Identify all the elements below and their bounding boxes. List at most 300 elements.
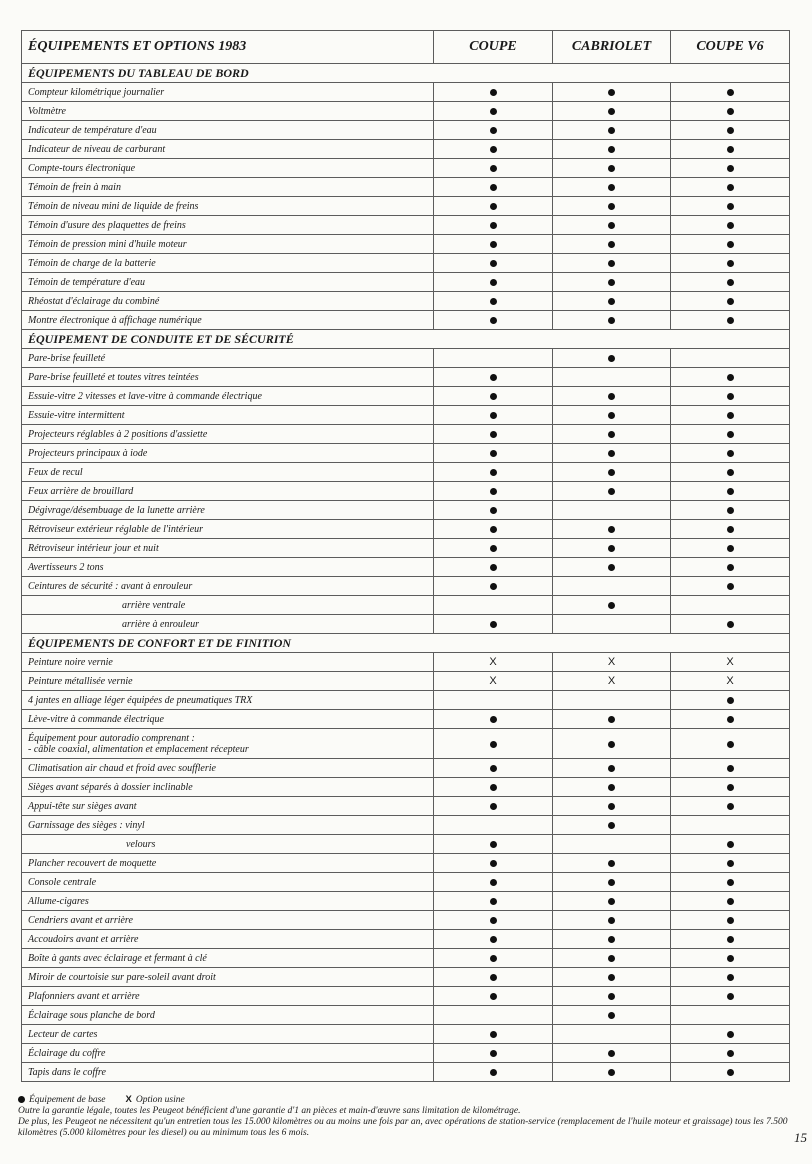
cell-cabriolet [553, 83, 671, 102]
row-label: Compteur kilométrique journalier [22, 83, 434, 102]
row-label: Témoin de charge de la batterie [22, 254, 434, 273]
cell-cabriolet [553, 425, 671, 444]
base-equipment-dot-icon [608, 741, 615, 748]
base-equipment-dot-icon [608, 431, 615, 438]
cell-coupe-v6 [671, 102, 790, 121]
base-equipment-dot-icon [727, 1069, 734, 1076]
cell-coupe-v6 [671, 254, 790, 273]
base-equipment-dot-icon [608, 393, 615, 400]
base-equipment-dot-icon [490, 146, 497, 153]
base-equipment-dot-icon [727, 222, 734, 229]
cell-coupe [434, 254, 553, 273]
cell-coupe [434, 596, 553, 615]
option-x-icon: X [489, 675, 497, 687]
row-label: Essuie-vitre intermittent [22, 406, 434, 425]
table-row [22, 987, 790, 1006]
base-equipment-dot-icon [727, 879, 734, 886]
row-label: Indicateur de niveau de carburant [22, 140, 434, 159]
base-equipment-dot-icon [608, 1050, 615, 1057]
table-row [22, 596, 790, 615]
table-row [22, 197, 790, 216]
row-label: Voltmètre [22, 102, 434, 121]
table-header-row [22, 31, 790, 64]
cell-coupe [434, 1025, 553, 1044]
row-label: Avertisseurs 2 tons [22, 558, 434, 577]
base-equipment-dot-icon [727, 716, 734, 723]
row-label: Allume-cigares [22, 892, 434, 911]
base-equipment-dot-icon [727, 841, 734, 848]
cell-cabriolet [553, 520, 671, 539]
base-equipment-dot-icon [608, 146, 615, 153]
cell-coupe [434, 816, 553, 835]
equipment-table [21, 30, 790, 1082]
base-equipment-dot-icon [608, 222, 615, 229]
base-equipment-dot-icon [608, 488, 615, 495]
table-row [22, 501, 790, 520]
base-equipment-dot-icon [490, 431, 497, 438]
cell-cabriolet [553, 539, 671, 558]
base-equipment-dot-icon [608, 716, 615, 723]
base-equipment-dot-icon [608, 860, 615, 867]
cell-cabriolet [553, 1006, 671, 1025]
table-row [22, 778, 790, 797]
cell-cabriolet [553, 930, 671, 949]
base-equipment-dot-icon [608, 564, 615, 571]
base-equipment-dot-icon [490, 621, 497, 628]
column-header-coupe: COUPE [434, 31, 553, 64]
cell-coupe-v6 [671, 235, 790, 254]
base-equipment-dot-icon [727, 127, 734, 134]
row-label: velours [22, 835, 434, 854]
cell-coupe-v6 [671, 759, 790, 778]
table-row [22, 672, 790, 691]
cell-cabriolet [553, 292, 671, 311]
base-equipment-dot-icon [608, 260, 615, 267]
base-equipment-dot-icon [727, 526, 734, 533]
base-equipment-dot-icon [490, 108, 497, 115]
base-equipment-dot-icon [490, 860, 497, 867]
cell-cabriolet [553, 235, 671, 254]
row-label: Peinture métallisée vernie [22, 672, 434, 691]
base-equipment-dot-icon [608, 879, 615, 886]
cell-cabriolet [553, 482, 671, 501]
cell-cabriolet [553, 759, 671, 778]
cell-coupe [434, 425, 553, 444]
cell-coupe-v6 [671, 539, 790, 558]
option-x-icon: X [607, 675, 616, 687]
base-equipment-dot-icon [608, 412, 615, 419]
cell-coupe [434, 121, 553, 140]
cell-cabriolet [553, 835, 671, 854]
table-row [22, 368, 790, 387]
cell-coupe [434, 653, 553, 672]
base-equipment-dot-icon [608, 279, 615, 286]
cell-coupe-v6 [671, 368, 790, 387]
cell-cabriolet [553, 254, 671, 273]
table-row [22, 159, 790, 178]
table-row [22, 387, 790, 406]
row-label: arrière à enrouleur [22, 615, 434, 634]
base-equipment-dot-icon [727, 279, 734, 286]
cell-coupe-v6 [671, 387, 790, 406]
table-row [22, 577, 790, 596]
base-equipment-dot-icon [727, 241, 734, 248]
cell-cabriolet [553, 159, 671, 178]
table-row [22, 273, 790, 292]
table-row [22, 1044, 790, 1063]
cell-coupe-v6 [671, 197, 790, 216]
table-row [22, 797, 790, 816]
cell-coupe [434, 159, 553, 178]
cell-coupe-v6 [671, 558, 790, 577]
base-equipment-dot-icon [608, 803, 615, 810]
base-equipment-dot-icon [490, 526, 497, 533]
legend [18, 1094, 798, 1106]
table-row [22, 691, 790, 710]
maintenance-note: De plus, les Peugeot ne nécessitent qu'un entretien tous les 15.000 kilomètres ou au moins une fois par an, avec opérations de station-service (remplacement de l'huile moteur et graissage) tous les 7.500 kilomètres (5.000 kilomètres pour les diesel) ou au minimum tous les 6 mois. [18, 1117, 788, 1138]
row-label: arrière ventrale [22, 596, 434, 615]
cell-coupe-v6 [671, 691, 790, 710]
cell-cabriolet [553, 273, 671, 292]
base-equipment-dot-icon [727, 898, 734, 905]
base-equipment-dot-icon [490, 374, 497, 381]
table-row [22, 835, 790, 854]
cell-coupe [434, 615, 553, 634]
legend-base-label: Équipement de base [29, 1095, 106, 1105]
table-row [22, 1025, 790, 1044]
base-equipment-dot-icon [727, 165, 734, 172]
table-row [22, 178, 790, 197]
cell-coupe [434, 949, 553, 968]
table-row [22, 349, 790, 368]
row-label: Équipement pour autoradio comprenant : - câble coaxial, alimentation et emplacement récepteur [22, 729, 434, 759]
table-row [22, 729, 790, 759]
cell-coupe-v6 [671, 778, 790, 797]
base-equipment-dot-icon [608, 127, 615, 134]
cell-cabriolet [553, 854, 671, 873]
row-label: Boîte à gants avec éclairage et fermant à clé [22, 949, 434, 968]
cell-coupe [434, 759, 553, 778]
option-x-icon: X [489, 656, 497, 668]
cell-cabriolet [553, 968, 671, 987]
section-header-row [22, 64, 790, 83]
row-label: Lecteur de cartes [22, 1025, 434, 1044]
cell-coupe-v6 [671, 672, 790, 691]
base-equipment-dot-icon [490, 260, 497, 267]
table-row [22, 539, 790, 558]
cell-coupe-v6 [671, 1006, 790, 1025]
row-label: Pare-brise feuilleté et toutes vitres teintées [22, 368, 434, 387]
base-equipment-dot-icon [490, 974, 497, 981]
row-label: Accoudoirs avant et arrière [22, 930, 434, 949]
column-header-cabriolet: CABRIOLET [553, 31, 671, 64]
table-row [22, 1063, 790, 1082]
table-row [22, 425, 790, 444]
cell-cabriolet [553, 577, 671, 596]
cell-cabriolet [553, 444, 671, 463]
cell-coupe-v6 [671, 501, 790, 520]
row-label: Rhéostat d'éclairage du combiné [22, 292, 434, 311]
base-equipment-dot-icon [608, 784, 615, 791]
base-equipment-dot-icon [727, 146, 734, 153]
base-equipment-dot-icon [727, 431, 734, 438]
cell-coupe-v6 [671, 596, 790, 615]
cell-coupe [434, 987, 553, 1006]
cell-coupe [434, 463, 553, 482]
cell-cabriolet [553, 463, 671, 482]
row-label: Essuie-vitre 2 vitesses et lave-vitre à commande électrique [22, 387, 434, 406]
cell-cabriolet [553, 892, 671, 911]
cell-coupe-v6 [671, 1025, 790, 1044]
base-equipment-dot-icon [727, 507, 734, 514]
cell-coupe [434, 729, 553, 759]
cell-coupe-v6 [671, 140, 790, 159]
legend-option-label: Option usine [135, 1095, 185, 1105]
row-label: Témoin de frein à main [22, 178, 434, 197]
base-equipment-dot-icon [490, 488, 497, 495]
cell-cabriolet [553, 102, 671, 121]
table-title: ÉQUIPEMENTS ET OPTIONS 1983 [22, 31, 434, 64]
cell-cabriolet [553, 349, 671, 368]
base-equipment-dot-icon [490, 583, 497, 590]
cell-cabriolet [553, 710, 671, 729]
table-row [22, 216, 790, 235]
table-row [22, 292, 790, 311]
base-equipment-dot-icon [490, 1050, 497, 1057]
section-header-row [22, 634, 790, 653]
cell-coupe-v6 [671, 444, 790, 463]
table-row [22, 1006, 790, 1025]
cell-coupe [434, 368, 553, 387]
table-row [22, 710, 790, 729]
base-equipment-dot-icon [490, 784, 497, 791]
option-x-icon: X [607, 656, 616, 668]
base-equipment-dot-icon [727, 784, 734, 791]
base-equipment-dot-icon [490, 741, 497, 748]
cell-coupe-v6 [671, 349, 790, 368]
cell-coupe-v6 [671, 816, 790, 835]
table-row [22, 102, 790, 121]
cell-coupe [434, 911, 553, 930]
cell-coupe-v6 [671, 292, 790, 311]
cell-coupe-v6 [671, 835, 790, 854]
cell-coupe-v6 [671, 463, 790, 482]
row-label: Plafonniers avant et arrière [22, 987, 434, 1006]
cell-coupe-v6 [671, 653, 790, 672]
cell-coupe [434, 292, 553, 311]
table-row [22, 949, 790, 968]
base-equipment-dot-icon [608, 1069, 615, 1076]
table-row [22, 653, 790, 672]
base-equipment-dot-icon [608, 317, 615, 324]
cell-coupe [434, 710, 553, 729]
base-equipment-dot-icon [608, 1012, 615, 1019]
cell-cabriolet [553, 1044, 671, 1063]
base-equipment-dot-icon [608, 469, 615, 476]
base-equipment-dot-icon [490, 841, 497, 848]
cell-cabriolet [553, 197, 671, 216]
row-label: Tapis dans le coffre [22, 1063, 434, 1082]
base-equipment-dot-icon [490, 1031, 497, 1038]
cell-coupe-v6 [671, 1044, 790, 1063]
base-equipment-dot-icon [608, 765, 615, 772]
base-equipment-dot-icon [490, 765, 497, 772]
cell-coupe [434, 854, 553, 873]
row-label: Éclairage sous planche de bord [22, 1006, 434, 1025]
base-equipment-dot-icon [727, 583, 734, 590]
row-label: Projecteurs principaux à iode [22, 444, 434, 463]
table-row [22, 816, 790, 835]
base-equipment-dot-icon [727, 317, 734, 324]
table-row [22, 140, 790, 159]
base-equipment-dot-icon [490, 279, 497, 286]
option-x-icon: X [726, 656, 734, 668]
section-title: ÉQUIPEMENTS DE CONFORT ET DE FINITION [22, 634, 790, 653]
base-equipment-dot-icon [490, 241, 497, 248]
cell-coupe-v6 [671, 83, 790, 102]
base-equipment-dot-icon [608, 203, 615, 210]
base-equipment-dot-icon [727, 860, 734, 867]
section-title: ÉQUIPEMENTS DU TABLEAU DE BORD [22, 64, 790, 83]
cell-coupe [434, 349, 553, 368]
cell-cabriolet [553, 596, 671, 615]
row-label: 4 jantes en alliage léger équipées de pneumatiques TRX [22, 691, 434, 710]
row-label: Témoin de température d'eau [22, 273, 434, 292]
table-row [22, 463, 790, 482]
base-equipment-dot-icon [490, 955, 497, 962]
row-label: Feux arrière de brouillard [22, 482, 434, 501]
cell-coupe-v6 [671, 273, 790, 292]
cell-coupe [434, 444, 553, 463]
base-equipment-dot-icon [608, 165, 615, 172]
row-label: Projecteurs réglables à 2 positions d'assiette [22, 425, 434, 444]
section-title: ÉQUIPEMENT DE CONDUITE ET DE SÉCURITÉ [22, 330, 790, 349]
cell-cabriolet [553, 368, 671, 387]
cell-cabriolet [553, 178, 671, 197]
cell-coupe [434, 539, 553, 558]
base-equipment-dot-icon [727, 765, 734, 772]
row-label: Feux de recul [22, 463, 434, 482]
cell-cabriolet [553, 216, 671, 235]
cell-coupe [434, 1044, 553, 1063]
cell-coupe [434, 672, 553, 691]
base-equipment-dot-icon [608, 993, 615, 1000]
row-label: Garnissage des sièges : vinyl [22, 816, 434, 835]
row-label: Rétroviseur extérieur réglable de l'intérieur [22, 520, 434, 539]
base-equipment-dot-icon [727, 184, 734, 191]
table-row [22, 911, 790, 930]
base-equipment-dot-icon [490, 203, 497, 210]
base-equipment-dot-icon [490, 917, 497, 924]
cell-coupe-v6 [671, 930, 790, 949]
cell-coupe [434, 406, 553, 425]
cell-cabriolet [553, 816, 671, 835]
row-label: Lève-vitre à commande électrique [22, 710, 434, 729]
row-label: Témoin de niveau mini de liquide de freins [22, 197, 434, 216]
cell-coupe [434, 577, 553, 596]
cell-cabriolet [553, 987, 671, 1006]
base-equipment-dot-icon [727, 89, 734, 96]
table-row [22, 615, 790, 634]
cell-coupe [434, 197, 553, 216]
cell-cabriolet [553, 797, 671, 816]
table-row [22, 254, 790, 273]
base-equipment-dot-icon [490, 879, 497, 886]
section-header-row [22, 330, 790, 349]
row-label: Pare-brise feuilleté [22, 349, 434, 368]
base-equipment-dot-icon [490, 936, 497, 943]
cell-coupe [434, 83, 553, 102]
cell-coupe [434, 892, 553, 911]
cell-coupe-v6 [671, 482, 790, 501]
table-row [22, 558, 790, 577]
base-equipment-dot-icon [727, 488, 734, 495]
base-equipment-dot-icon [727, 393, 734, 400]
base-equipment-dot-icon [490, 89, 497, 96]
base-equipment-dot-icon [608, 241, 615, 248]
cell-coupe [434, 387, 553, 406]
cell-coupe [434, 1063, 553, 1082]
row-label: Cendriers avant et arrière [22, 911, 434, 930]
base-equipment-dot-icon [490, 127, 497, 134]
row-label: Témoin de pression mini d'huile moteur [22, 235, 434, 254]
base-equipment-dot-icon [608, 526, 615, 533]
table-row [22, 759, 790, 778]
table-row [22, 83, 790, 102]
base-equipment-dot-icon [727, 260, 734, 267]
base-equipment-dot-icon [727, 412, 734, 419]
cell-coupe-v6 [671, 710, 790, 729]
row-label: Éclairage du coffre [22, 1044, 434, 1063]
cell-coupe-v6 [671, 216, 790, 235]
base-equipment-dot-icon [608, 898, 615, 905]
base-equipment-dot-icon [490, 469, 497, 476]
base-equipment-dot-icon [18, 1096, 25, 1103]
base-equipment-dot-icon [727, 545, 734, 552]
cell-coupe [434, 691, 553, 710]
base-equipment-dot-icon [490, 317, 497, 324]
cell-cabriolet [553, 1063, 671, 1082]
cell-coupe-v6 [671, 615, 790, 634]
row-label: Peinture noire vernie [22, 653, 434, 672]
table-row [22, 444, 790, 463]
cell-coupe-v6 [671, 797, 790, 816]
base-equipment-dot-icon [608, 936, 615, 943]
base-equipment-dot-icon [727, 564, 734, 571]
table-row [22, 406, 790, 425]
cell-cabriolet [553, 873, 671, 892]
cell-cabriolet [553, 387, 671, 406]
base-equipment-dot-icon [490, 564, 497, 571]
base-equipment-dot-icon [727, 1050, 734, 1057]
base-equipment-dot-icon [490, 507, 497, 514]
cell-cabriolet [553, 615, 671, 634]
cell-coupe-v6 [671, 911, 790, 930]
table-row [22, 968, 790, 987]
table-row [22, 930, 790, 949]
base-equipment-dot-icon [490, 716, 497, 723]
option-x-icon: X [726, 675, 734, 687]
cell-coupe-v6 [671, 577, 790, 596]
cell-coupe-v6 [671, 1063, 790, 1082]
base-equipment-dot-icon [727, 450, 734, 457]
row-label: Rétroviseur intérieur jour et nuit [22, 539, 434, 558]
base-equipment-dot-icon [727, 936, 734, 943]
cell-cabriolet [553, 778, 671, 797]
base-equipment-dot-icon [727, 955, 734, 962]
cell-cabriolet [553, 949, 671, 968]
base-equipment-dot-icon [727, 108, 734, 115]
